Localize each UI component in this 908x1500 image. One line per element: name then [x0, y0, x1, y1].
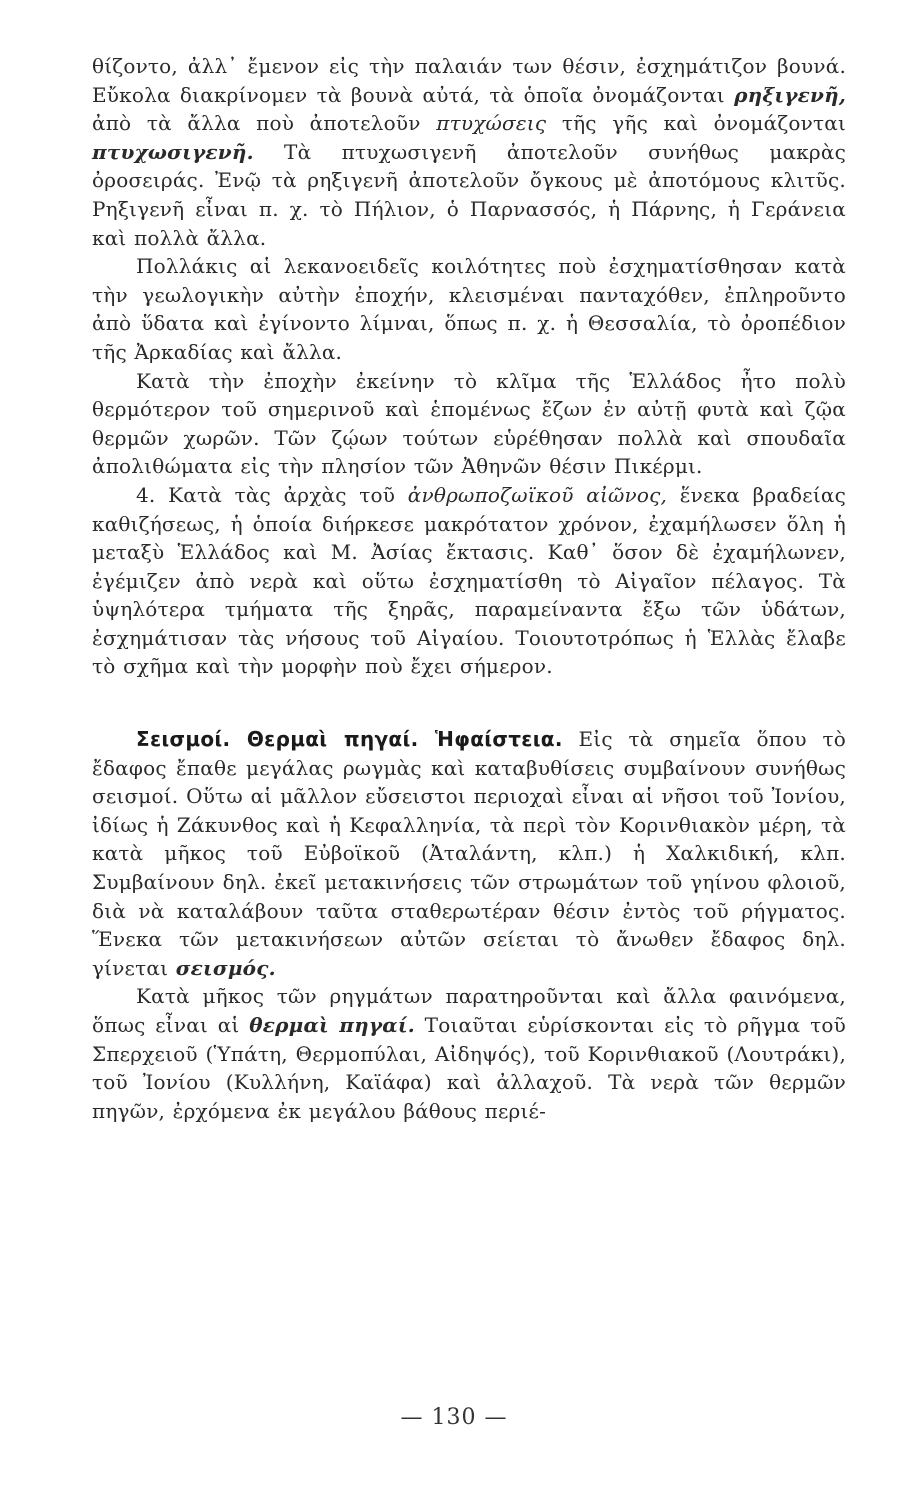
section-heading: Σεισμοί. Θερμαὶ πηγαί. Ἡφαίστεια.	[136, 727, 563, 752]
paragraph-earthquakes	[92, 725, 846, 982]
text-run: Κατὰ μῆκος τῶν ρηγμάτων παρατηροῦνται καὶ ἄλλα φαινόμενα, ὅπως εἶναι αἱ	[92, 984, 846, 1037]
term-thermai-pigai: θερμαὶ πηγαί.	[249, 1013, 415, 1037]
term-seismos: σεισμός.	[175, 955, 276, 980]
page-number: — 130 —	[400, 1405, 508, 1430]
text-run: Τὰ πτυχωσιγενῆ ἀποτελοῦν συνήθως μακρὰς ὀροσειράς. Ἐνῷ τὰ ρηξιγενῆ ἀποτελοῦν ὄγκους μὲ ἀποτόμους κλιτῦς. Ρηξιγενῆ εἶναι π. χ. τὸ Πήλιον, ὁ Παρνασσός, ἡ Πάρνης, ἡ Γεράνεια καὶ πολλὰ ἄλλα.	[92, 139, 846, 250]
term-anthropozoikos: ἀνθρωποζωϊκοῦ αἰῶνος,	[407, 482, 668, 507]
paragraph-climate: Κατὰ τὴν ἐποχὴν ἐκείνην τὸ κλῖμα τῆς Ἑλλάδος ἦτο πολὺ θερμότερον τοῦ σημερινοῦ καὶ ἑπομένως ἔζων ἐν αὐτῇ φυτὰ καὶ ζῷα θερμῶν χωρῶν. Τῶν ζῴων τούτων εὑρέθησαν πολλὰ καὶ σπουδαῖα ἀπολιθώματα εἰς τὴν πλησίον τῶν Ἀθηνῶν θέσιν Πικέρμι.	[92, 368, 846, 479]
term-ptychoseis: πτυχώσεις	[436, 111, 547, 136]
term-rixigeni: ρηξιγενῆ,	[734, 82, 846, 107]
text-run: τῆς γῆς καὶ ὀνομάζονται	[546, 111, 846, 136]
paragraph-lakes: Πολλάκις αἱ λεκανοειδεῖς κοιλότητες ποὺ ἐσχηματίσθησαν κατὰ τὴν γεωλογικὴν αὐτὴν ἐποχήν, κλεισμέναι πανταχόθεν, ἐπληροῦντο ἀπὸ ὕδατα καὶ ἐγίνοντο λίμναι, ὅπως π. χ. ἡ Θεσσαλία, τὸ ὀροπέδιον τῆς Ἀρκαδίας καὶ ἄλλα.	[92, 254, 846, 364]
text-run: θίζοντο, ἀλλ᾽ ἔμενον εἰς τὴν παλαιάν των θέσιν, ἐσχημάτιζον βουνά. Εὔκολα διακρίνομεν τὰ βουνὰ αὐτά, τὰ ὁποῖα ὀνομάζονται	[92, 54, 846, 107]
text-run: Εἰς τὰ σημεῖα ὅπου τὸ ἔδαφος ἔπαθε μεγάλας ρωγμὰς καὶ καταβυθίσεις συμβαίνουν συνήθως σεισμοί. Οὕτω αἱ μᾶλλον εὔσειστοι περιοχαὶ εἶναι αἱ νῆσοι τοῦ Ἰονίου, ἰδίως ἡ Ζάκυνθος καὶ ἡ Κεφαλληνία, τὰ περὶ τὸν Κορινθιακὸν μέρη, τὰ κατὰ μῆκος τοῦ Εὐβοϊκοῦ (Ἀταλάντη, κλπ.) ἡ Χαλκιδική, κλπ. Συμβαίνουν δηλ. ἐκεῖ μετακινήσεις τῶν στρωμάτων τοῦ γηίνου φλοιοῦ, διὰ νὰ καταλάβουν ταῦτα σταθερωτέραν θέσιν ἐντὸς τοῦ ρήγματος. Ἕνεκα τῶν μετακινήσεων αὐτῶν σείεται τὸ ἄνωθεν ἔδαφος δηλ. γίνεται	[92, 727, 846, 980]
text-run: 4. Κατὰ τὰς ἀρχὰς τοῦ	[136, 482, 408, 507]
text-run: ἀπὸ τὰ ἄλλα ποὺ ἀποτελοῦν	[92, 111, 437, 136]
term-ptychosigeni: πτυχωσιγενῆ.	[92, 139, 254, 164]
text-run: ἕνεκα βραδείας καθιζήσεως, ἡ ὁποία διήρκεσε μακρότατον χρόνον, ἐχαμήλωσεν ὅλη ἡ μεταξὺ Ἑλλάδος καὶ Μ. Ἀσίας ἔκτασις. Καθ᾽ ὅσον δὲ ἐχαμήλωνεν, ἐγέμιζεν ἀπὸ νερὰ καὶ οὕτω ἐσχηματίσθη τὸ Αἰγαῖον πέλαγος. Τὰ ὑψηλότερα τμήματα τῆς ξηρᾶς, παραμείναντα ἔξω τῶν ὑδάτων, ἐσχημάτισαν τὰς νήσους τοῦ Αἰγαίου. Τοιουτοτρόπως ἡ Ἑλλὰς ἔλαβε τὸ σχῆμα καὶ τὴν μορφὴν ποὺ ἔχει σήμερον.	[92, 482, 847, 679]
paragraph-hot-springs	[92, 982, 846, 1125]
paragraph-aegean	[92, 481, 846, 681]
paragraph-continuation	[92, 52, 846, 252]
text-run: Τοιαῦται εὑρίσκονται εἰς τὸ ρῆγμα τοῦ Σπερχειοῦ (Ὑπάτη, Θερμοπύλαι, Αἰδηψός), τοῦ Κορινθιακοῦ (Λουτράκι), τοῦ Ἰονίου (Κυλλήνη, Καϊάφα) καὶ ἀλλαχοῦ. Τὰ νερὰ τῶν θερμῶν πηγῶν, ἐρχόμενα ἐκ μεγάλου βάθους περιέ-	[92, 1013, 847, 1123]
